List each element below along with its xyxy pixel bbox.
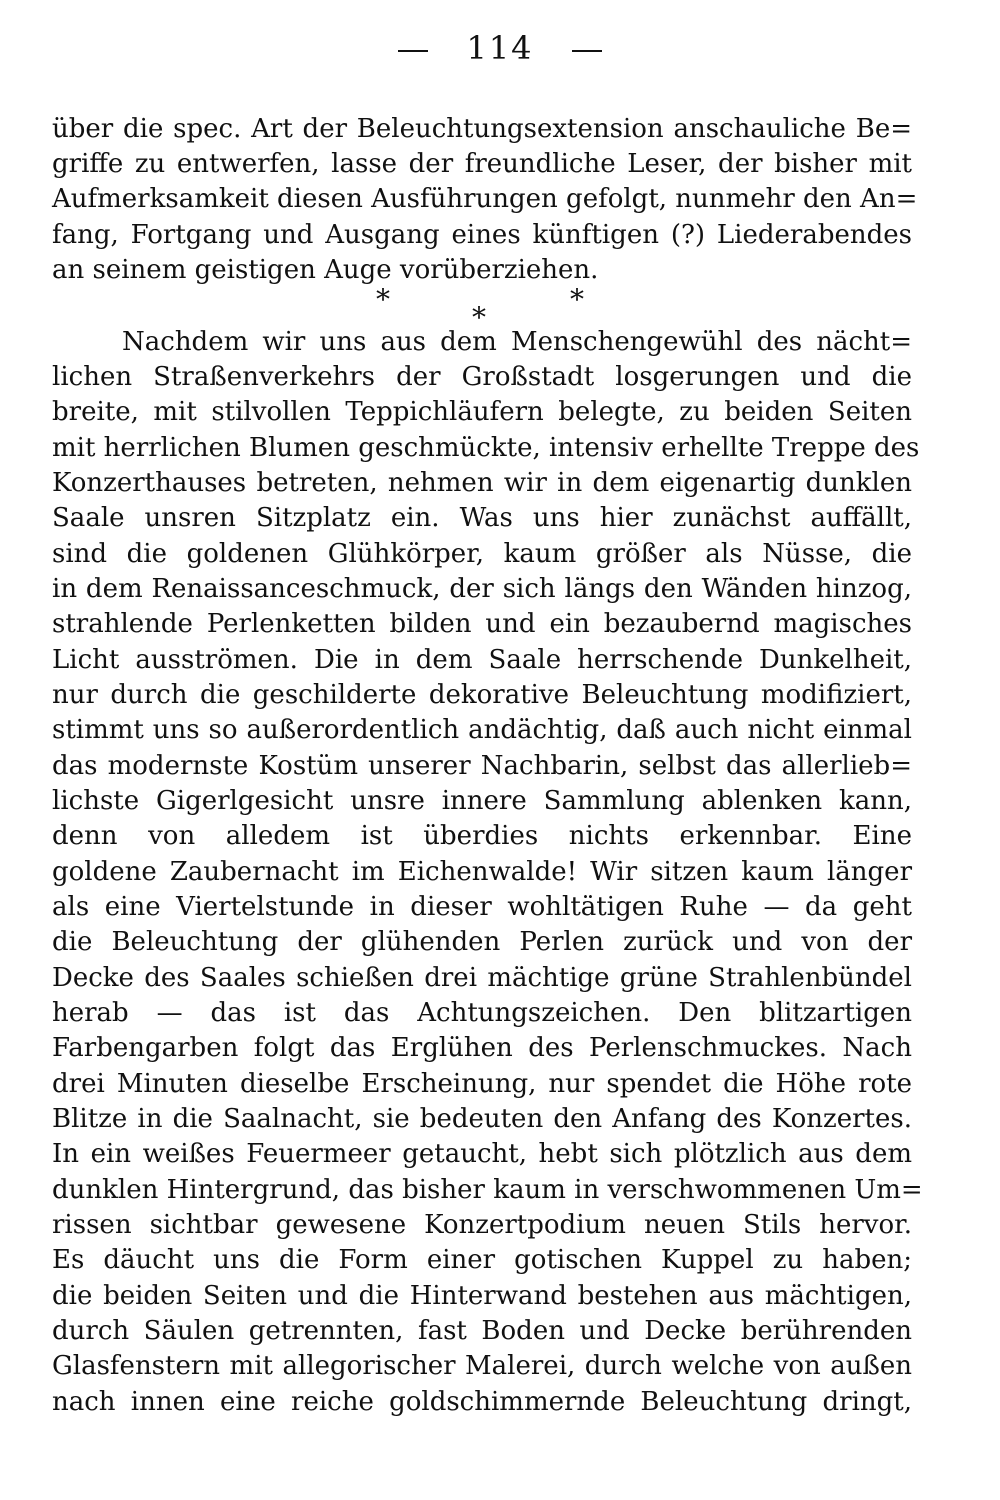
separator-star: * <box>376 283 390 316</box>
text-line: stimmt uns so außerordentlich andächtig, daß auch nicht einmal <box>52 715 912 745</box>
text-line: Licht ausströmen. Die in dem Saale herrschende Dunkelheit, <box>52 645 912 675</box>
text-line: Nachdem wir uns aus dem Menschengewühl des nächt= <box>122 327 912 357</box>
text-line: Es däucht uns die Form einer gotischen Kuppel zu haben; <box>52 1245 912 1275</box>
text-line: Saale unsren Sitzplatz ein. Was uns hier zunächst auffällt, <box>52 503 912 533</box>
text-line: goldene Zaubernacht im Eichenwalde! Wir sitzen kaum länger <box>52 857 912 887</box>
text-line: Decke des Saales schießen drei mächtige grüne Strahlenbündel <box>52 963 912 993</box>
text-line: durch Säulen getrennten, fast Boden und Decke berührenden <box>52 1316 912 1346</box>
text-line: Blitze in die Saalnacht, sie bedeuten den Anfang des Konzertes. <box>52 1104 912 1134</box>
text-line: nur durch die geschilderte dekorative Beleuchtung modifiziert, <box>52 680 912 710</box>
text-line: als eine Viertelstunde in dieser wohltätigen Ruhe — da geht <box>52 892 912 922</box>
text-line: nach innen eine reiche goldschimmernde Beleuchtung dringt, <box>52 1387 912 1417</box>
separator-star: * <box>570 283 584 316</box>
text-line: denn von alledem ist überdies nichts erkennbar. Eine <box>52 821 912 851</box>
page-number: 114 <box>466 29 534 67</box>
text-line: die beiden Seiten und die Hinterwand bestehen aus mächtigen, <box>52 1281 912 1311</box>
text-line: fang, Fortgang und Ausgang eines künftigen (?) Liederabendes <box>52 220 912 250</box>
text-line: Glasfenstern mit allegorischer Malerei, durch welche von außen <box>52 1351 912 1381</box>
text-line: Farbengarben folgt das Erglühen des Perlenschmuckes. Nach <box>52 1033 912 1063</box>
text-line: die Beleuchtung der glühenden Perlen zurück und von der <box>52 927 912 957</box>
text-line: sind die goldenen Glühkörper, kaum größer als Nüsse, die <box>52 539 912 569</box>
text-line: herab — das ist das Achtungszeichen. Den blitzartigen <box>52 998 912 1028</box>
text-line: lichste Gigerlgesicht unsre innere Sammlung ablenken kann, <box>52 786 912 816</box>
text-line: lichen Straßenverkehrs der Großstadt losgerungen und die <box>52 362 912 392</box>
text-line: an seinem geistigen Auge vorüberziehen. <box>52 255 599 285</box>
header-dash-left <box>398 50 428 52</box>
text-line: strahlende Perlenketten bilden und ein bezaubernd magisches <box>52 609 912 639</box>
page-header <box>0 28 1000 68</box>
text-line: über die spec. Art der Beleuchtungsextension anschauliche Be= <box>52 114 912 144</box>
header-dash-right <box>572 50 602 52</box>
text-line: mit herrlichen Blumen geschmückte, intensiv erhellte Treppe des <box>52 433 920 463</box>
text-line: dunklen Hintergrund, das bisher kaum in verschwommenen Um= <box>52 1175 923 1205</box>
text-line: in dem Renaissanceschmuck, der sich längs den Wänden hinzog, <box>52 574 912 604</box>
text-line: Konzerthauses betreten, nehmen wir in dem eigenartig dunklen <box>52 468 912 498</box>
text-line: das modernste Kostüm unserer Nachbarin, selbst das allerlieb= <box>52 751 912 781</box>
text-line: griffe zu entwerfen, lasse der freundliche Leser, der bisher mit <box>52 149 912 179</box>
text-line: breite, mit stilvollen Teppichläufern belegte, zu beiden Seiten <box>52 397 912 427</box>
text-line: rissen sichtbar gewesene Konzertpodium neuen Stils hervor. <box>52 1210 912 1240</box>
text-line: Aufmerksamkeit diesen Ausführungen gefolgt, nunmehr den An= <box>52 184 918 214</box>
separator-star: * <box>472 301 486 334</box>
text-line: drei Minuten dieselbe Erscheinung, nur spendet die Höhe rote <box>52 1069 912 1099</box>
text-line: In ein weißes Feuermeer getaucht, hebt sich plötzlich aus dem <box>52 1139 912 1169</box>
